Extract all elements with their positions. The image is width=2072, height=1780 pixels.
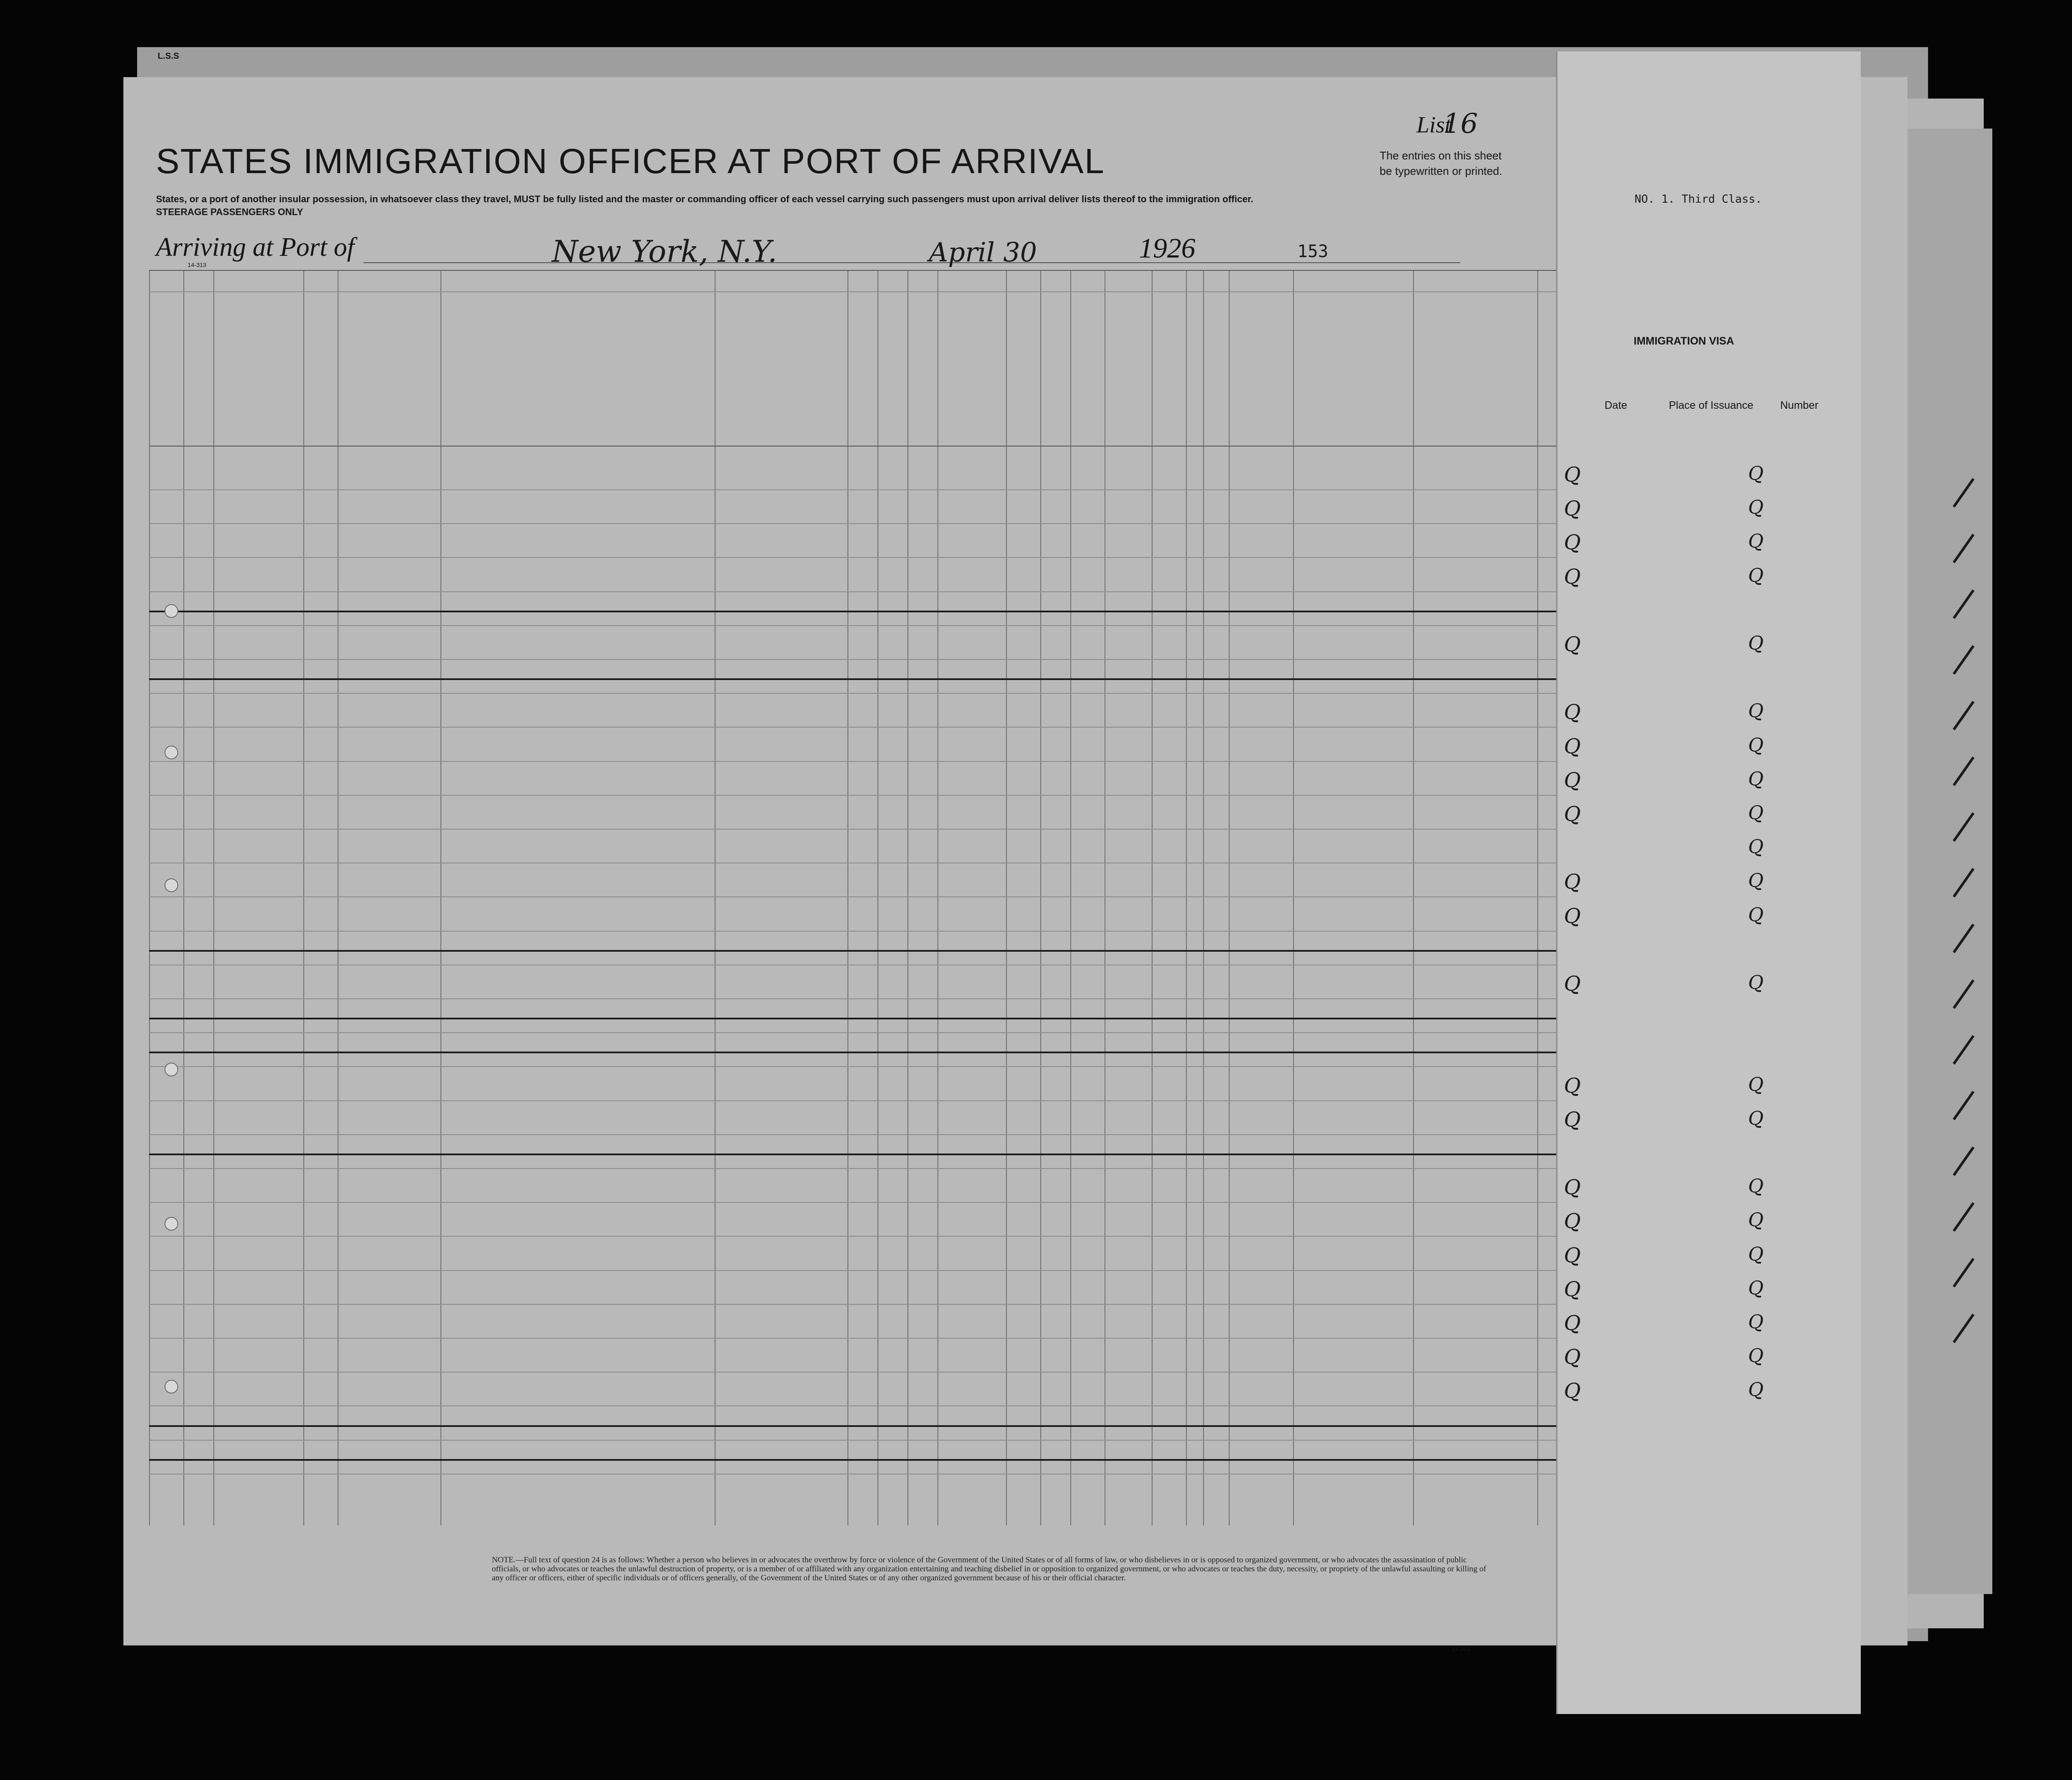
arriving-underline	[363, 262, 1460, 263]
visa-check-q: Q	[1564, 1209, 1581, 1234]
row-divider	[149, 1405, 1576, 1406]
corner-mark: L.S.S	[158, 51, 180, 61]
grid-vline	[303, 270, 304, 1525]
row-divider	[149, 1338, 1576, 1339]
visa-check-q: Q	[1564, 497, 1581, 521]
grid-vline	[1293, 270, 1294, 1525]
visa-check-q2: Q	[1748, 1379, 1764, 1401]
grid-hline	[149, 291, 1576, 292]
visa-check-q2: Q	[1748, 1175, 1764, 1198]
visa-check-q: Q	[1564, 1345, 1581, 1369]
visa-check-q2: Q	[1748, 870, 1764, 892]
row-divider	[149, 1066, 1576, 1067]
visa-check-q: Q	[1564, 1107, 1581, 1132]
visa-check-q2: Q	[1748, 1277, 1764, 1299]
row-divider	[149, 557, 1576, 558]
row-strike	[149, 611, 1563, 612]
visa-place-header: Place of Issuance	[1669, 399, 1754, 411]
row-strike	[149, 1459, 1563, 1461]
visa-check-q: Q	[1564, 564, 1581, 589]
grid-vline	[1152, 270, 1153, 1525]
visa-check-q: Q	[1564, 904, 1581, 928]
class-label: NO. 1. Third Class.	[1635, 193, 1762, 206]
visa-check-q2: Q	[1748, 497, 1764, 519]
visa-check-q: Q	[1564, 700, 1581, 725]
visa-check-q: Q	[1564, 1379, 1581, 1403]
visa-check-q: Q	[1564, 768, 1581, 792]
row-divider	[149, 795, 1576, 796]
grid-vline	[907, 270, 908, 1525]
visa-check-q: Q	[1564, 530, 1581, 555]
year-value: 1926	[1139, 233, 1195, 264]
row-strike	[149, 1052, 1563, 1053]
visa-check-q: Q	[1564, 463, 1581, 487]
row-divider	[149, 998, 1576, 999]
visa-check-q2: Q	[1748, 564, 1764, 587]
visa-check-q: Q	[1564, 972, 1581, 996]
row-divider	[149, 1236, 1576, 1237]
visa-check-q2: Q	[1748, 972, 1764, 994]
punch-hole	[165, 1217, 178, 1231]
grid-vline	[1537, 270, 1538, 1525]
grid-vline	[937, 270, 938, 1525]
visa-check-q: Q	[1564, 870, 1581, 894]
visa-overlay-sheet	[1556, 51, 1861, 1714]
back-sheet-3	[1894, 129, 1992, 1594]
grid-vline	[1229, 270, 1230, 1525]
row-divider	[149, 1134, 1576, 1135]
visa-check-q: Q	[1564, 734, 1581, 758]
row-strike	[149, 950, 1563, 952]
row-divider	[149, 591, 1576, 592]
list-label: List	[1416, 112, 1452, 138]
visa-check-q: Q	[1564, 1243, 1581, 1268]
instruction-1: States, or a port of another insular possession, in whatsoever class they travel, MUST be fully listed and the master or commanding officer of each vessel carrying such passengers must upon arrival deliver lists thereof to the immigration officer.	[156, 194, 1254, 204]
row-divider	[149, 727, 1576, 728]
list-number: 16	[1443, 108, 1478, 140]
punch-hole	[165, 746, 178, 759]
arriving-label: Arriving at Port of	[156, 233, 355, 262]
row-divider	[149, 625, 1576, 626]
port-value: New York, N.Y.	[552, 234, 777, 269]
grid-vline	[715, 270, 716, 1525]
visa-check-q2: Q	[1748, 734, 1764, 756]
row-divider	[149, 1168, 1576, 1169]
row-divider	[149, 523, 1576, 524]
visa-check-q2: Q	[1748, 836, 1764, 858]
visa-check-q2: Q	[1748, 1073, 1764, 1096]
footnote: NOTE.—Full text of question 24 is as follows: Whether a person who believes in or advocates the overthrow by force or violence of the Government of the United States or of all forms of law, or who disbelieves in or is opposed to organized government, or who advocates the assassination of public officials, or who advocates or teaches the unlawful destruction of property, or is a member of or affiliated with any organization entertaining and teaching disbelief in or opposition to organized government, or who advocates or teaches the duty, necessity, or propriety of the unlawful assaulting or killing of any officer or officers, either of specific individuals or of officers generally, of the Government of the United States or of any other organized government because of his or their official character.	[492, 1555, 1486, 1582]
visa-check-q: Q	[1564, 1277, 1581, 1301]
visa-check-q2: Q	[1748, 1209, 1764, 1232]
row-divider	[149, 896, 1576, 897]
row-divider	[149, 1270, 1576, 1271]
visa-check-q2: Q	[1748, 530, 1764, 553]
row-divider	[149, 931, 1576, 932]
visa-check-q: Q	[1564, 1311, 1581, 1335]
punch-hole	[165, 878, 178, 892]
row-divider	[149, 761, 1576, 762]
date-value: April 30	[929, 237, 1037, 268]
grid-vline	[1186, 270, 1187, 1525]
row-strike	[149, 678, 1563, 680]
punch-hole	[165, 604, 178, 618]
grid-vline	[1006, 270, 1007, 1525]
row-strike	[149, 1154, 1563, 1155]
visa-number-header: Number	[1780, 399, 1818, 411]
row-divider	[149, 829, 1576, 830]
grid-vline	[1070, 270, 1071, 1525]
typewritten-note-1: The entries on this sheet	[1380, 149, 1502, 162]
grid-vline	[149, 270, 150, 1525]
visa-header: IMMIGRATION VISA	[1634, 335, 1734, 347]
grid-vline	[440, 270, 441, 1525]
visa-date-header: Date	[1605, 399, 1627, 411]
visa-check-q2: Q	[1748, 1107, 1764, 1130]
visa-check-q2: Q	[1748, 1243, 1764, 1265]
grid-vline	[1203, 270, 1204, 1525]
visa-check-q2: Q	[1748, 768, 1764, 790]
punch-hole	[165, 1063, 178, 1076]
visa-check-q2: Q	[1748, 904, 1764, 926]
row-divider	[149, 1304, 1576, 1305]
visa-check-q: Q	[1564, 1175, 1581, 1200]
visa-check-q: Q	[1564, 1073, 1581, 1098]
visa-check-q2: Q	[1748, 463, 1764, 485]
typewritten-note-2: be typewritten or printed.	[1380, 165, 1503, 177]
row-strike	[149, 1018, 1563, 1019]
grid-vline	[213, 270, 214, 1525]
visa-check-q2: Q	[1748, 802, 1764, 824]
punch-hole	[165, 1380, 178, 1393]
row-divider	[149, 1100, 1576, 1101]
grid-vline	[1413, 270, 1414, 1525]
grid-vline	[183, 270, 184, 1525]
visa-check-q2: Q	[1748, 1311, 1764, 1333]
row-strike	[149, 1425, 1563, 1427]
row-divider	[149, 693, 1576, 694]
instruction-2: STEERAGE PASSENGERS ONLY	[156, 207, 303, 217]
grid-vline	[847, 270, 848, 1525]
grid-vline	[877, 270, 878, 1525]
visa-check-q: Q	[1564, 802, 1581, 826]
row-divider	[149, 1202, 1576, 1203]
form-code: 14-313	[188, 261, 207, 268]
row-divider	[149, 489, 1576, 490]
row-divider	[149, 1440, 1576, 1441]
visa-check-q: Q	[1564, 632, 1581, 656]
grid-hline	[149, 270, 1576, 271]
visa-check-q2: Q	[1748, 632, 1764, 654]
visa-check-q2: Q	[1748, 1345, 1764, 1367]
visa-check-q2: Q	[1748, 700, 1764, 722]
grid-vline	[1040, 270, 1041, 1525]
row-divider	[149, 659, 1576, 660]
footer-code: 14-313	[1452, 1645, 1470, 1652]
page-number: 153	[1297, 242, 1329, 261]
row-divider	[149, 1032, 1576, 1033]
page-title: STATES IMMIGRATION OFFICER AT PORT OF ARRIVAL	[156, 142, 1105, 181]
